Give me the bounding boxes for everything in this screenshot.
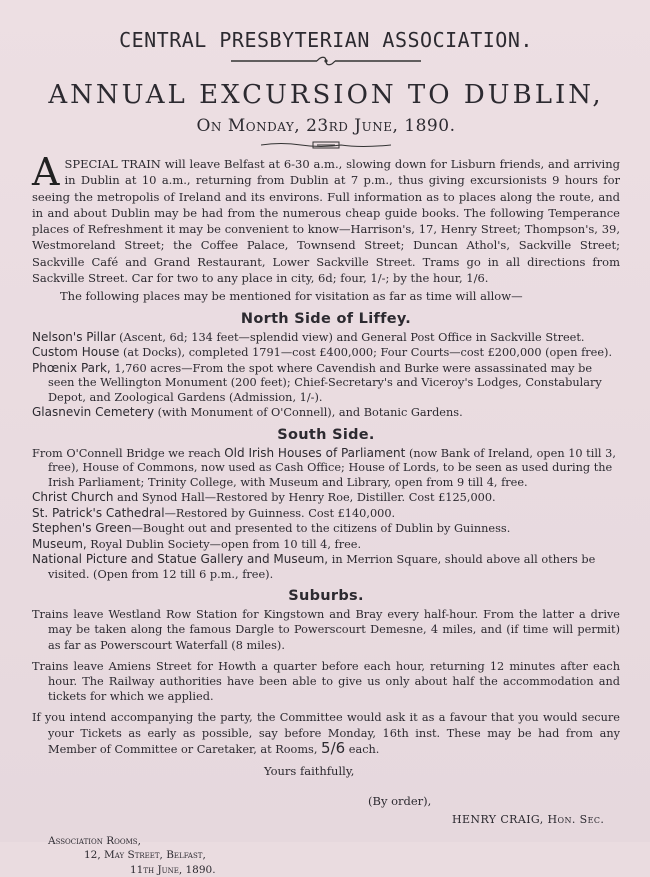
suburbs-heading: Suburbs. — [288, 588, 364, 605]
list-item: Nelson's Pillar (Ascent, 6d; 134 feet—splendid view) and General Post Office in Sackville Street. — [32, 329, 585, 344]
list-item: Stephen's Green—Bought out and presented to the citizens of Dublin by Guinness. — [32, 521, 511, 536]
list-item: Glasnevin Cemetery (with Monument of O'Connell), and Botanic Gardens. — [32, 405, 463, 420]
north-side-heading: North Side of Liffey. — [240, 310, 412, 327]
by-order: (By order), — [368, 794, 432, 809]
yours-faithfully: Yours faithfully, — [264, 764, 355, 778]
excursion-title: ANNUAL EXCURSION TO DUBLIN, — [48, 80, 604, 110]
intro-text: will leave Belfast at 6-30 a.m., slowing down for Lisburn friends, and arriving in Dublin at 10 a.m., returning from Dublin at 7 p.m., thus giving excursionists 9 hours for seeing the metropolis of Ireland and its environs. Full information as to places along the route, and in and about Dublin may be had from the numerous cheap guide books. The following Temperance places of Refreshment it may be convenient to know—Harrison's, 17, Henry Street; Thompson's, 39, Westmoreland Street; the Coffee Palace, Townsend Street; Duncan Athol's, Sackville Street; Sackville Café and Grand Restaurant, Lower Sackville Street. Trams go in all directions from Sackville Street. Car for two to any place in city, 6d; four, 1/-; by the hour, 1/6. — [32, 157, 620, 286]
list-item: Custom House (at Docks), completed 1791—cost £400,000; Four Courts—cost £200,000 (open free). — [32, 345, 613, 360]
suburbs-paragraph-kingstown: Trains leave Westland Row Station for Kingstown and Bray every half-hour. From the latter a drive may be taken along the famous Dargle to Powerscourt Demesne, 4 miles, and (if time will permit) as far as Powerscourt Waterfall (8 miles). — [32, 608, 620, 652]
intro-paragraph — [32, 150, 620, 286]
list-item: Christ Church and Synod Hall—Restored by Henry Roe, Distiller. Cost £125,000. — [32, 490, 496, 505]
following-places-line: The following places may be mentioned for visitation as far as time will allow— — [60, 289, 523, 304]
list-item: National Picture and Statue Gallery and Museum, in Merrion Square, should above all others be visited. (Open from 12 till 6 p.m., free). — [32, 552, 596, 581]
ticket-price: 5/6 — [321, 738, 346, 757]
address-line-3: 11th June, 1890. — [130, 863, 216, 876]
intro-lead: SPECIAL TRAIN — [64, 157, 161, 171]
signature: HENRY CRAIG, Hon. Sec. — [452, 812, 605, 826]
ornamental-rule-icon — [231, 56, 421, 66]
excursion-date: On Monday, 23rd June, 1890. — [196, 116, 456, 136]
suburbs-paragraph-howth: Trains leave Amiens Street for Howth a quarter before each hour, returning 12 minutes after each hour. The Railway authorities have been able to give us only about half the accommodation and tickets for which we applied. — [32, 659, 620, 704]
list-item: From O'Connell Bridge we reach Old Irish Houses of Parliament (now Bank of Ireland, open 10 till 3, free), House of Commons, now used as Cash Office; House of Lords, to be seen as used during the Irish Parliament; Trinity College, with Museum and Library, open from 9 till 4, free. — [32, 445, 616, 489]
south-side-list — [32, 446, 620, 583]
tickets-paragraph: If you intend accompanying the party, the Committee would ask it as a favour that you would secure your Tickets as early as possible, say before Monday, 16th inst. These may be had from any Member of Committee or Caretaker, at Rooms, 5/6 each. — [32, 711, 620, 757]
address-line-1: Association Rooms, — [48, 834, 141, 847]
south-side-heading: South Side. — [277, 426, 375, 443]
list-item: Phœnix Park, 1,760 acres—From the spot where Cavendish and Burke were assassinated may be seen the Wellington Monument (200 feet); Chief-Secretary's and Viceroy's Lodges, Constabulary Depot, and Zoological Gardens (Admission, 1/-). — [32, 360, 602, 404]
address-line-2: 12, May Street, Belfast, — [84, 849, 206, 862]
drop-cap: A — [32, 150, 60, 194]
list-item: St. Patrick's Cathedral—Restored by Guinness. Cost £140,000. — [32, 505, 396, 520]
association-heading: CENTRAL PRESBYTERIAN ASSOCIATION. — [119, 28, 533, 52]
list-item: Museum, Royal Dublin Society—open from 10 till 4, free. — [32, 536, 362, 551]
flourish-divider-icon — [261, 140, 391, 150]
north-side-list — [32, 330, 620, 421]
